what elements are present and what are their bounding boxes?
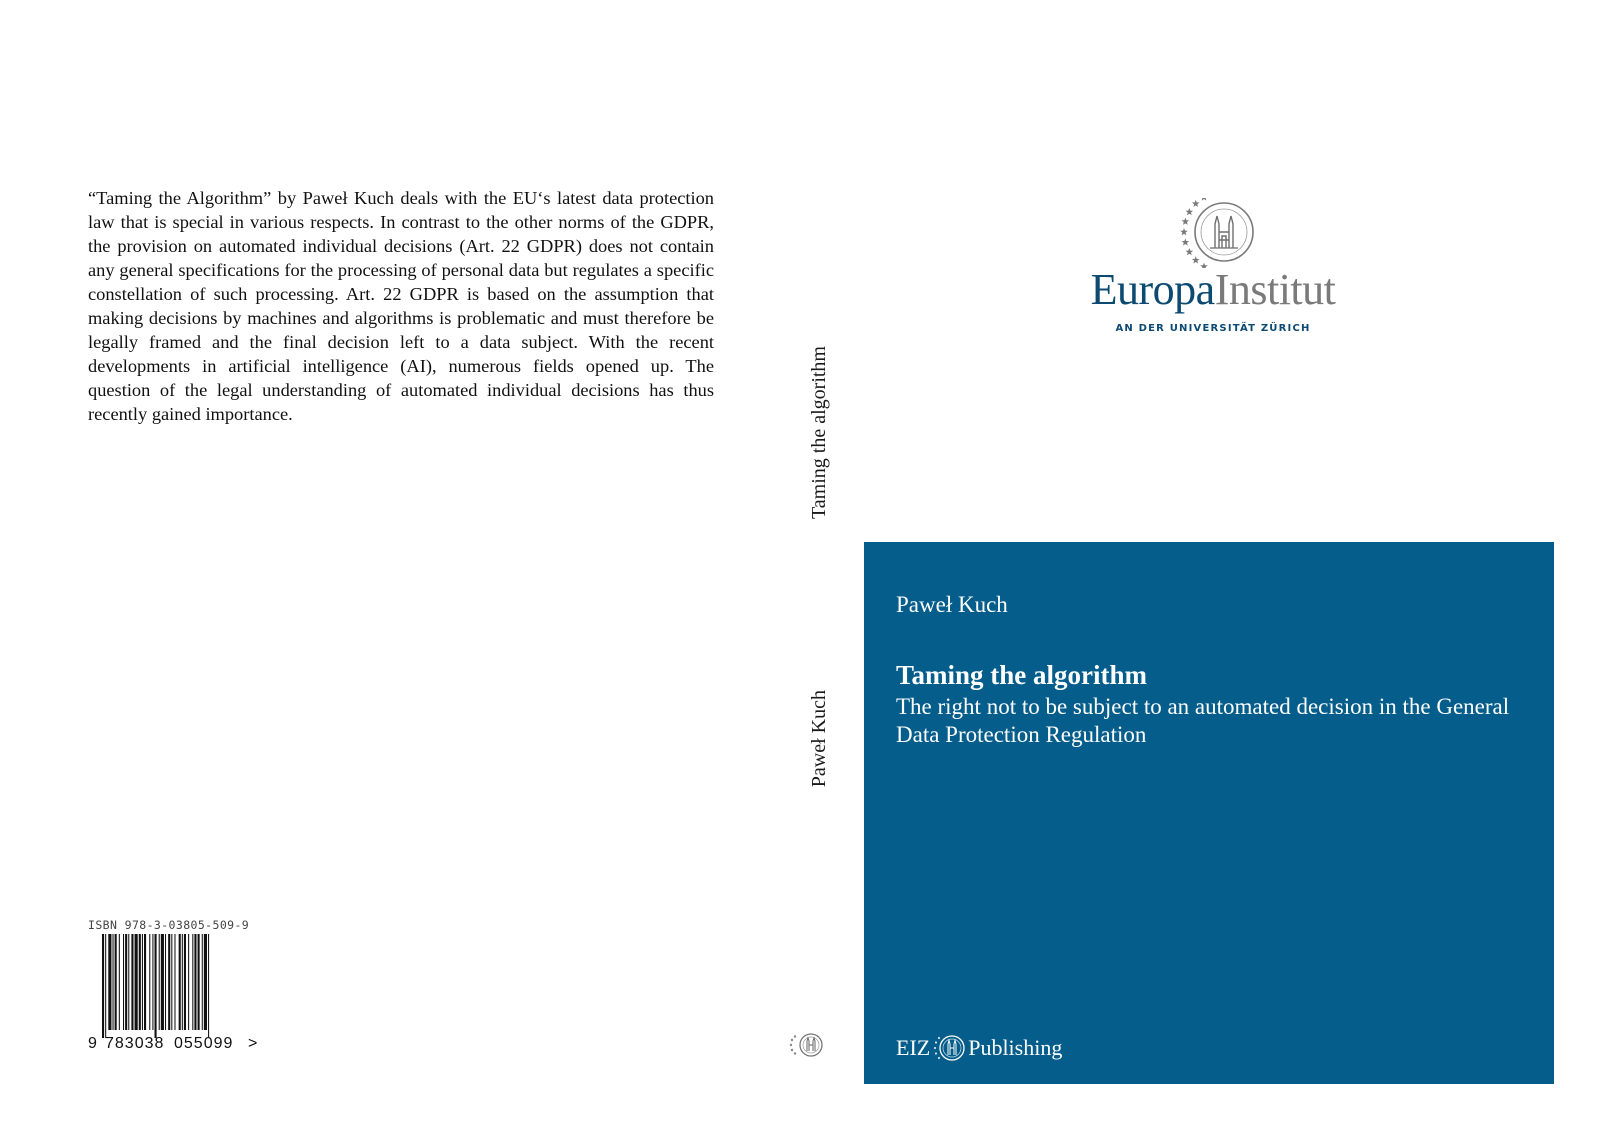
barcode-bar [119,934,120,1030]
isbn-barcode [88,934,268,1052]
barcode-bar [161,934,164,1030]
barcode-bar [182,934,183,1030]
europainstitut-wordmark [1068,264,1358,315]
barcode-bar [174,934,175,1030]
front-cover-panel [864,542,1554,1084]
publisher-suffix: Publishing [968,1035,1063,1060]
barcode-left-digits: 783038 [105,1035,165,1052]
eiz-seal-icon [932,1033,966,1063]
barcode-bar [149,934,150,1030]
barcode-bar [168,934,170,1030]
university-seal-icon [1158,198,1258,268]
barcode-first-digit: 9 [88,1035,97,1052]
barcode-bar [125,934,127,1030]
front-subtitle: The right not to be subject to an automated decision in the General Data Protection Regulation [896,694,1510,747]
barcode-bar [105,934,106,1038]
front-author: Paweł Kuch [896,592,1008,617]
barcode-bar [113,934,114,1030]
publisher-prefix: EIZ [896,1035,931,1060]
spine-author [808,690,828,800]
barcode-bar [155,934,157,1038]
publisher-logo [896,1032,1062,1064]
barcode-bar [192,934,193,1030]
wordmark-part2: Institut [1214,265,1336,314]
seal-star-icon [1200,198,1208,201]
barcode-bar [108,934,111,1030]
barcode-bar [152,934,153,1030]
seal-star-icon [1180,228,1188,235]
eiz-seal-icon [786,1032,826,1058]
seal-star-icon [1192,256,1200,263]
seal-star-icon [1192,200,1200,207]
barcode-right-digits: 055099 [174,1035,234,1052]
barcode-bar [102,934,104,1038]
spine-author-text: Paweł Kuch [808,690,830,788]
barcode-bar [142,934,143,1030]
barcode-bar [204,934,207,1030]
barcode-bar [208,934,209,1038]
seal-star-icon [1186,248,1194,255]
isbn-label: ISBN 978-3-03805-509-9 [88,918,250,932]
europainstitut-subtitle: AN DER UNIVERSITÄT ZÜRICH [1115,323,1311,334]
wordmark-part1: Europa [1090,265,1215,314]
barcode-arrow: > [248,1035,258,1052]
seal-star-icon [1186,208,1194,215]
barcode-bar [184,934,186,1030]
barcode-bar [198,934,200,1030]
barcode-bar [179,934,181,1030]
spine-title-text: Taming the algorithm [808,346,830,520]
barcode-bar [188,934,189,1030]
barcode-bar [194,934,196,1030]
spine-title [808,346,828,544]
barcode-bar [135,934,138,1030]
front-title: Taming the algorithm [896,660,1148,690]
seal-star-icon [1182,238,1190,245]
barcode-bar [123,934,124,1030]
seal-star-icon [1182,218,1190,225]
barcode-bar [139,934,141,1030]
barcode-bar [165,934,166,1030]
barcode-bar [144,934,146,1030]
barcode-bar [128,934,129,1030]
barcode-bar [131,934,133,1030]
barcode-bar [159,934,160,1030]
barcode-bar [171,934,172,1030]
back-cover-blurb: “Taming the Algorithm” by Paweł Kuch deals with the EU‘s latest data protection law that is special in various respects. In contrast to the other norms of the GDPR, the provision on automated individual decisions (Art. 22 GDPR) does not contain any general specifications for the processing of personal data but regulates a specific constellation of such processing. Art. 22 GDPR is based on the assumption that making decisions by machines and algorithms is problematic and must therefore be legally framed and the final decision left to a data subject. With the recent developments in artificial intelligence (AI), numerous fields opened up. The question of the legal understanding of automated individual decisions has thus recently gained importance. [88,188,714,424]
barcode-bar [202,934,203,1030]
barcode-bar [115,934,117,1030]
